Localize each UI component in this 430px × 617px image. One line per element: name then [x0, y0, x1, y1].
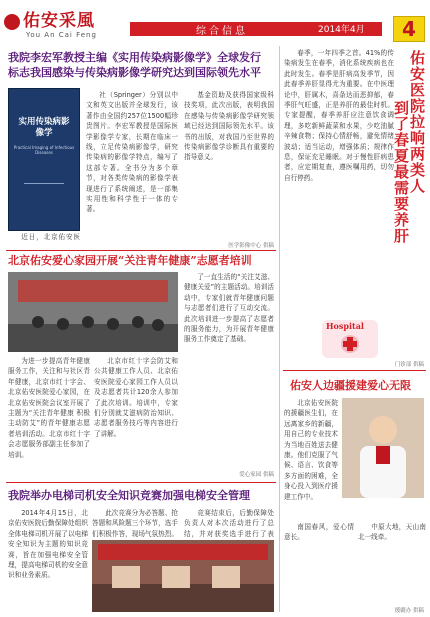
masthead-title: 佑安采風: [23, 11, 95, 31]
training-photo-illustration: [8, 272, 178, 352]
hospital-banner-text: Hospital: [326, 321, 364, 331]
competition-photo: [92, 540, 274, 612]
masthead-subtitle: You An Cai Feng: [26, 31, 97, 39]
hospital-emblem-icon: [4, 14, 20, 30]
article4-vertical-title-1: 佑安医院拉响两类人: [408, 50, 426, 194]
article4-byline: 门诊部 供稿: [394, 362, 424, 368]
article4-body: 春季，一年四季之首。41%的传染病发生在春季，消化系统疾病也在此时发生。春季是肝病高发季节，因此春季养肝显得尤为重要。在中医理论中，肝属木，喜条达而恶抑郁，春季肝气旺盛，正是养肝的最佳时机。专家提醒，春季养肝应注意饮食调理，多吃新鲜蔬菜和水果，少吃油腻辛辣食物；保持心情舒畅，避免情绪波动；适当运动，增强体质；规律作息，保证充足睡眠。对于慢性肝病患者，应定期复查，遵医嘱用药，切勿自行停药。: [284, 49, 394, 182]
issue-date: 2014年4月: [318, 25, 365, 35]
article1-title: [8, 50, 272, 80]
article4-vertical-title-2: 到了春夏最需要养肝: [392, 100, 410, 244]
article2-column-1: 为进一步提高青年健康服务工作，关注和与社区青年健康，北京市红十字会、北京佑安医院爱心家园，在北京佑安医院会议室开展了主题为“关注青年健康 积极主动防艾”的青年健康志愿者培训活动。北京市红十字会志愿服务部副主任参加了培训。: [8, 357, 90, 459]
article2-byline: 爱心家园 供稿: [239, 472, 274, 478]
article-divider: [6, 482, 276, 483]
article-divider: [283, 370, 426, 371]
hospital-illustration: [320, 318, 380, 360]
competition-photo-illustration: [92, 540, 274, 612]
article1-title-line1: 我院李宏军教授主编《实用传染病影像学》全球发行: [8, 51, 261, 64]
article1-column-3: 基金资助及获得国家级科技奖项，此次出版，表明我国在感染与传染病影像学研究领域已经达到国际领先水平。该书的出版，对我国乃至世界的传染病影像学诊断具有重要的指导意义。: [184, 91, 274, 162]
book-cover-title: 实用传染病影像学: [18, 117, 70, 138]
page-number: 4: [393, 16, 425, 42]
book-cover-subtitle: Practical Imaging of Infectious Diseases: [13, 145, 75, 155]
article3-title: 我院举办电梯司机安全知识竞赛加强电梯安全管理: [8, 489, 250, 502]
article5-poem-left: 南国春风，爱心情意长。: [284, 523, 354, 542]
article-divider: [6, 250, 276, 251]
training-photo: [8, 272, 178, 352]
article1-column-2: 社（Springer）分别以中文和英文出版并全球发行，该著作由全国约257位1500幅珍贵图片。李宏军教授是国际医学影像学专家，长期在临床一线，立足传染病影像学，研究传染病的影像学特点，编写了这部专著。全书分为多个章节，对各类传染病的影像学表现进行了系统阐述，是一部集实用性和科学性于一体的专著。: [86, 91, 178, 214]
article1-column-1: 近日，北京佑安医: [21, 233, 80, 241]
article3-column-1: 2014年4月15日，北京佑安医院后勤保障处组织全体电梯司机开展了以电梯安全知识为主题的知识竞赛，旨在加强电梯安全管理，提高电梯司机的安全意识和业务素质。: [8, 509, 88, 580]
section-name: 综合信息: [196, 26, 248, 37]
article5-body: 北京佑安医院的援疆医生们，在远离家乡的新疆，用自己的专业技术为当地百姓送去健康。他们克服了气候、语言、饮食等多方面的困难，全身心投入到医疗援建工作中。: [284, 399, 338, 501]
aid-doctor-photo: [342, 398, 424, 498]
book-cover-image: [8, 88, 80, 231]
article2-title: 北京佑安爱心家园开展“关注青年健康”志愿者培训: [8, 254, 252, 267]
masthead-logo: [4, 6, 122, 40]
article3-column-3: 竞赛结束后，后勤保障处负责人对本次活动进行了总结，并对获奖选手进行了表: [184, 509, 274, 538]
article3-column-2: 此次竞赛分为必答题、抢答题和风险题三个环节，选手们积极作答，现场气氛热烈。: [92, 509, 178, 538]
column-separator: [279, 46, 280, 612]
article2-column-3: 了一直生活的“关注艾滋、健康关爱”的主题活动。培训活动中，专家们就青年健康问题与志愿者们进行了互动交流。此次培训进一步提高了志愿者的服务能力，为开展青年健康服务工作奠定了基础。: [184, 273, 274, 344]
article5-title: 佑安人边疆援建爱心无限: [290, 379, 411, 392]
article5-poem-right: 中原大地，天山南北一线牵。: [358, 523, 426, 542]
doctor-portrait-illustration: [342, 398, 424, 498]
article5-byline: 援疆办 供稿: [394, 608, 424, 614]
article1-byline: 医学影像中心 供稿: [228, 243, 274, 249]
article1-title-line2: 标志我国感染与传染病影像学研究达到国际领先水平: [8, 66, 261, 79]
article2-column-2: 北京市红十字会防艾和公共健康工作人员、北京佑安医院爱心家园工作人员以及志愿者共计120余人参加了此次培训。培训中，专家们分别就艾滋病防治知识、志愿者服务技巧等内容进行了讲解。: [94, 357, 178, 438]
